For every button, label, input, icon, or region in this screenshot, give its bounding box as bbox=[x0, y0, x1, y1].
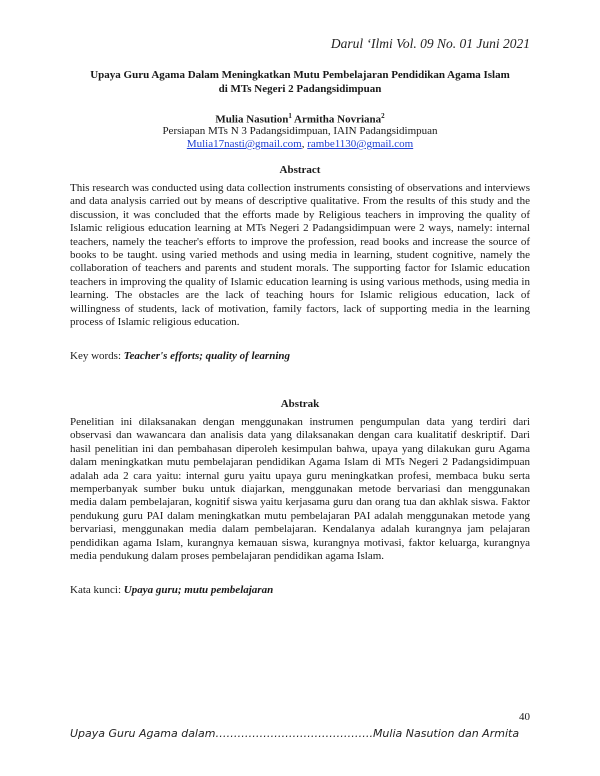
kata-kunci-label: Kata kunci: bbox=[70, 584, 124, 596]
emails bbox=[70, 138, 530, 150]
title-line-1: Upaya Guru Agama Dalam Meningkatkan Mutu Pembelajaran Pendidikan Agama Islam bbox=[90, 69, 510, 81]
journal-header: Darul ‘Ilmi Vol. 09 No. 01 Juni 2021 bbox=[330, 36, 530, 51]
abstrak-body: Penelitian ini dilaksanakan dengan menggunakan instrumen pengumpulan data yang terdiri dari observasi dan wawancara dan analisis data yang dilaksanakan dengan cara kualitatif deskriptif. Dari hasil penelitian ini dan pembahasan diperoleh kesimpulan bahwa, upaya yang dilakukan guru Agama dalam meningkatkan mutu pembelajaran pendidikan Agama Islam di MTs Negeri 2 Padangsidimpuan adalah ada 2 cara yaitu: internal guru yaitu upaya guru meningkatkan profesi, membaca buku serta memperbanyak sumber buku untuk diajarkan, menggunakan metode bervariasi dan menggunakan media dalam pembelajaran, kognitif siswa yaitu kerjasama guru dan orang tua dan akhlak siswa. Faktor pendukung guru PAI dalam meningkatkan mutu pembelajaran PAI adalah menggunakan metode yang bervariasi, menggunakan media dalam pembelajaran. Kendalanya adalah kurangnya jam pelajaran pendidikan agama Islam, kurangnya kemauan siswa, kurangnya motivasi, faktor keluarga, kurangnya media pendukung dalam proses pembelajaran pendidikan agama Islam. bbox=[70, 416, 530, 563]
author-1-sup: 1 bbox=[288, 112, 292, 120]
kata-kunci-value: Upaya guru; mutu pembelajaran bbox=[123, 584, 274, 596]
email-link-2[interactable]: rambe1130@gmail.com bbox=[307, 138, 414, 150]
article-title bbox=[70, 68, 530, 96]
page-number: 40 bbox=[519, 711, 530, 723]
abstrak-keywords bbox=[70, 584, 530, 596]
email-separator: , bbox=[301, 138, 308, 150]
abstrak-heading: Abstrak bbox=[280, 398, 320, 410]
running-footer: Upaya Guru Agama dalam…………………………………….Mulia Nasution dan Armita bbox=[70, 727, 520, 740]
affiliation: Persiapan MTs N 3 Padangsidimpuan, IAIN Padangsidimpuan bbox=[162, 125, 438, 137]
abstract-body: This research was conducted using data collection instruments consisting of observations and interviews and data analysis carried out by means of descriptive qualitative. From the results of this study and the discussion, it was concluded that the efforts made by Religious teachers in improving the quality of Islamic religious education learning at MTs Negeri 2 Padangsidimpuan were 2 ways, namely: internal teachers, namely the teacher's efforts to improve the profession, read books and increase the source of books to be taught. using varied methods and using media in learning, student cognitive, namely the collaboration of teachers and parents and student morals. The supporting factor for Islamic education teachers in improving the quality of Islamic education learning is using various methods, using media in learning. The obstacles are the lack of teaching hours for Islamic religious education, lack of willingness of students, lack of motivation, family factors, lack of supporting media in the learning process of Islamic religious education. bbox=[70, 182, 530, 329]
abstract-keywords bbox=[70, 350, 530, 362]
author-2: Armitha Novriana bbox=[291, 113, 382, 126]
title-line-2: di MTs Negeri 2 Padangsidimpuan bbox=[218, 83, 382, 95]
keywords-label: Key words: bbox=[70, 350, 124, 362]
abstract-heading: Abstract bbox=[279, 164, 321, 176]
email-link-1[interactable]: Mulia17nasti@gmail.com bbox=[186, 138, 302, 150]
author-2-sup: 2 bbox=[381, 112, 385, 120]
authors bbox=[70, 112, 530, 126]
author-1: Mulia Nasution bbox=[215, 113, 289, 126]
keywords-value: Teacher's efforts; quality of learning bbox=[123, 350, 291, 362]
